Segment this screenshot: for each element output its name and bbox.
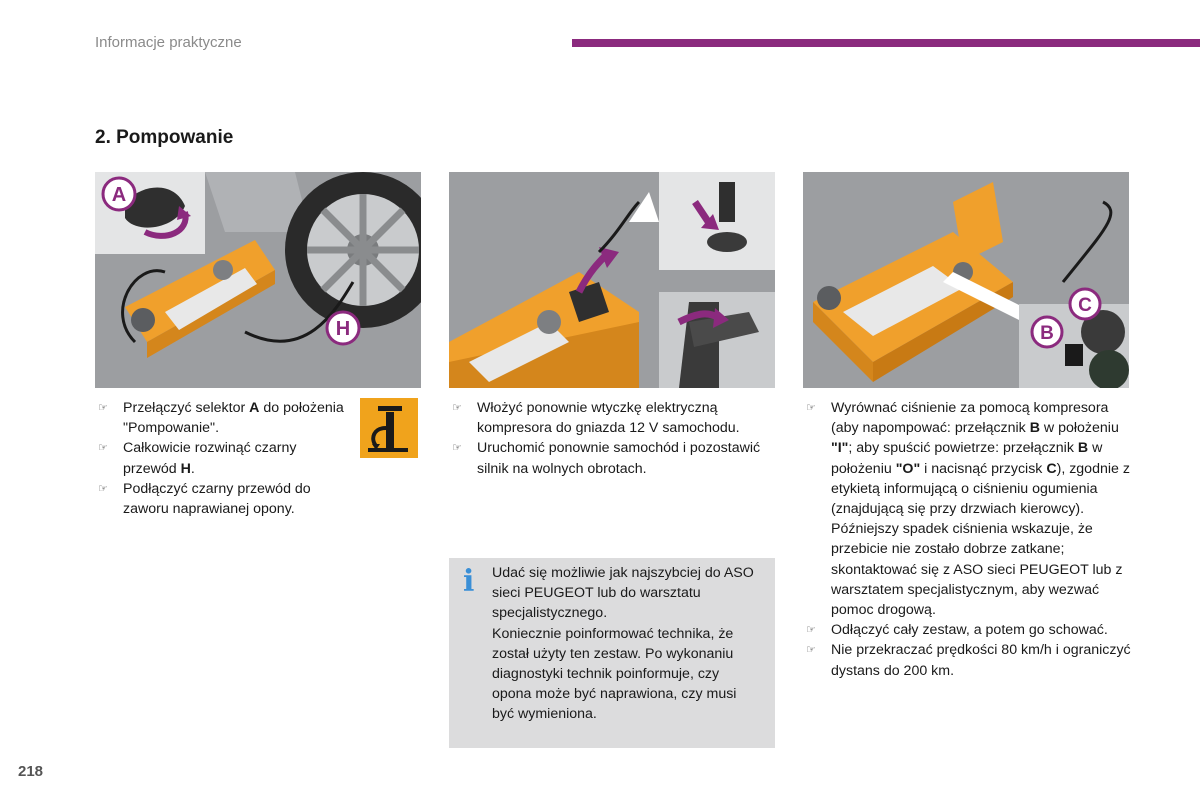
info-box [449, 558, 775, 748]
list-item: ☞ Nie przekraczać prędkości 80 km/h i ograniczyć dystans do 200 km. [806, 642, 1131, 679]
column-1-text [95, 398, 345, 519]
column-3-text [803, 398, 1133, 681]
info-text [492, 563, 762, 725]
tyre-pump-icon [360, 398, 418, 458]
list-item: ☞ Uruchomić ponownie samochód i pozostawić silnik na wolnych obrotach. [452, 440, 761, 477]
illustration-switches [803, 172, 1129, 388]
illustration-2-graphic [449, 172, 775, 388]
label-c: C [1078, 295, 1092, 316]
list-item: ☞ Przełączyć selektor A do położenia "Pompowanie". [98, 400, 344, 437]
pointing-hand-icon: ☞ [452, 402, 462, 414]
info-paragraph: Koniecznie poinformować technika, że został użyty ten zestaw. Po wykonaniu diagnostyki technik poinformuje, czy opona może być naprawiona, czy musi być wymieniona. [492, 625, 737, 723]
header-accent-bar [572, 39, 1200, 47]
label-b: B [1040, 323, 1054, 344]
page-number: 218 [18, 763, 44, 780]
illustration-plug-socket [449, 172, 775, 388]
info-icon: i [463, 564, 475, 599]
pointing-hand-icon: ☞ [98, 402, 108, 414]
column-2-text [449, 398, 779, 479]
continuation-paragraph: Późniejszy spadek ciśnienia wskazuje, że przebicie nie zostało dobrze zatkane; skontaktować się z ASO sieci PEUGEOT lub z warsztatem specjalistycznym, aby wezwać pomoc drogową. [831, 521, 1123, 619]
label-a: A [111, 184, 127, 206]
label-h: H [335, 318, 351, 340]
list-item: ☞ Całkowicie rozwinąć czarny przewód H. [98, 440, 297, 477]
list-item: ☞ Odłączyć cały zestaw, a potem go schować. [803, 620, 1133, 640]
pointing-hand-icon: ☞ [806, 402, 816, 414]
pointing-hand-icon: ☞ [452, 442, 462, 455]
section-label: Informacje praktyczne [95, 34, 242, 51]
illustration-1-graphic [95, 172, 421, 388]
list-item: ☞ Podłączyć czarny przewód do zaworu naprawianej opony. [98, 480, 311, 518]
pointing-hand-icon: ☞ [806, 624, 816, 637]
illustration-selector-hose [95, 172, 421, 388]
pointing-hand-icon: ☞ [98, 482, 108, 495]
page-title: 2. Pompowanie [95, 127, 234, 148]
list-item: ☞ Wyrównać ciśnienie za pomocą kompresora (aby napompować: przełącznik B w położeniu "I"; aby spuścić powietrze: przełącznik B w położeniu "O" i nacisnąć przycisk C), zgodnie z etykietą informującą o ciśnieniu ogumienia (znajdującą się przy drzwiach kierowcy). [806, 400, 1130, 518]
pointing-hand-icon: ☞ [806, 644, 816, 657]
pointing-hand-icon: ☞ [98, 442, 108, 455]
info-paragraph: Udać się możliwie jak najszybciej do ASO sieci PEUGEOT lub do warsztatu specjalistycznego. [492, 565, 754, 622]
list-item: ☞ Włożyć ponownie wtyczkę elektryczną kompresora do gniazda 12 V samochodu. [452, 400, 740, 437]
illustration-3-graphic [803, 172, 1129, 388]
